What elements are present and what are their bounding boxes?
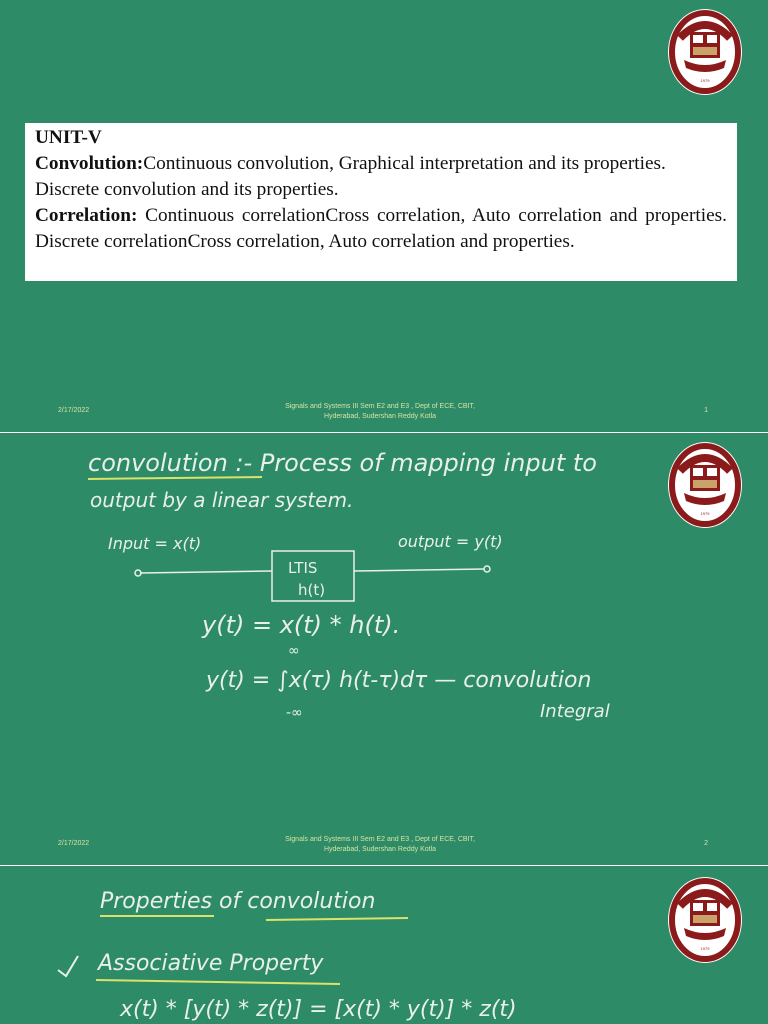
footer-line-2: Hyderabad, Sudershan Reddy Kotla [323, 413, 437, 420]
footer-course-info [230, 402, 530, 422]
check-mark-icon [58, 956, 78, 976]
svg-text:1979: 1979 [700, 78, 710, 83]
handwritten-notes [0, 433, 768, 833]
convolution-equation: y(t) = x(t) * h(t). [202, 611, 401, 639]
footer-course-info [230, 835, 530, 855]
slide-2 [0, 433, 768, 865]
handwritten-notes [0, 866, 768, 1024]
slide-footer [0, 833, 768, 857]
footer-date: 2/17/2022 [58, 840, 90, 847]
integral-note: Integral [540, 701, 610, 722]
output-line [354, 569, 484, 571]
associative-property-heading: Associative Property [98, 951, 324, 976]
title-underline [88, 477, 262, 479]
convolution-integral: y(t) = ∫x(τ) h(t-τ)dτ — convolution [206, 668, 592, 693]
convolution-heading: Convolution: [35, 153, 144, 174]
impulse-response-label: h(t) [298, 581, 326, 599]
integral-upper-limit: ∞ [288, 643, 300, 659]
integral-lower-limit: -∞ [286, 705, 303, 721]
convolution-definition-2: output by a linear system. [90, 488, 354, 512]
correlation-text: Continuous correlationCross correlation, Auto correlation and properties. Discrete correlationCross correlation, Auto correlation and properties. [35, 205, 727, 252]
input-label: Input = x(t) [108, 534, 202, 553]
output-label: output = y(t) [398, 532, 503, 551]
syllabus-textbox [25, 123, 737, 281]
convolution-text: Continuous convolution, Graphical interpretation and its properties. [143, 153, 666, 174]
footer-page-number: 1 [704, 407, 708, 414]
convolution-text-2: Discrete convolution and its properties. [35, 179, 339, 200]
footer-page-number: 2 [704, 840, 708, 847]
associative-underline [96, 980, 340, 984]
footer-line-2: Hyderabad, Sudershan Reddy Kotla [323, 846, 437, 853]
correlation-heading: Correlation: [35, 205, 138, 226]
footer-line-1: Signals and Systems III Sem E2 and E3 , Dept of ECE, CBIT, [285, 403, 475, 410]
footer-line-1: Signals and Systems III Sem E2 and E3 , Dept of ECE, CBIT, [285, 836, 475, 843]
unit-title: UNIT-V [35, 127, 102, 148]
properties-title: Properties of convolution [100, 889, 376, 914]
footer-date: 2/17/2022 [58, 407, 90, 414]
slide-3 [0, 866, 768, 1024]
convolution-definition: convolution :- Process of mapping input to [88, 449, 597, 477]
svg-text:1979: 1979 [700, 946, 710, 951]
college-seal-icon [666, 8, 744, 100]
associative-equation: x(t) * [y(t) * z(t)] = [x(t) * y(t)] * z(t) [120, 997, 517, 1022]
slide-1 [0, 0, 768, 432]
title-underline-2 [266, 918, 408, 920]
svg-text:1979: 1979 [700, 511, 710, 516]
ltis-label: LTIS [288, 559, 318, 577]
slide-footer [0, 400, 768, 424]
input-line [140, 571, 272, 573]
output-terminal [484, 566, 490, 572]
